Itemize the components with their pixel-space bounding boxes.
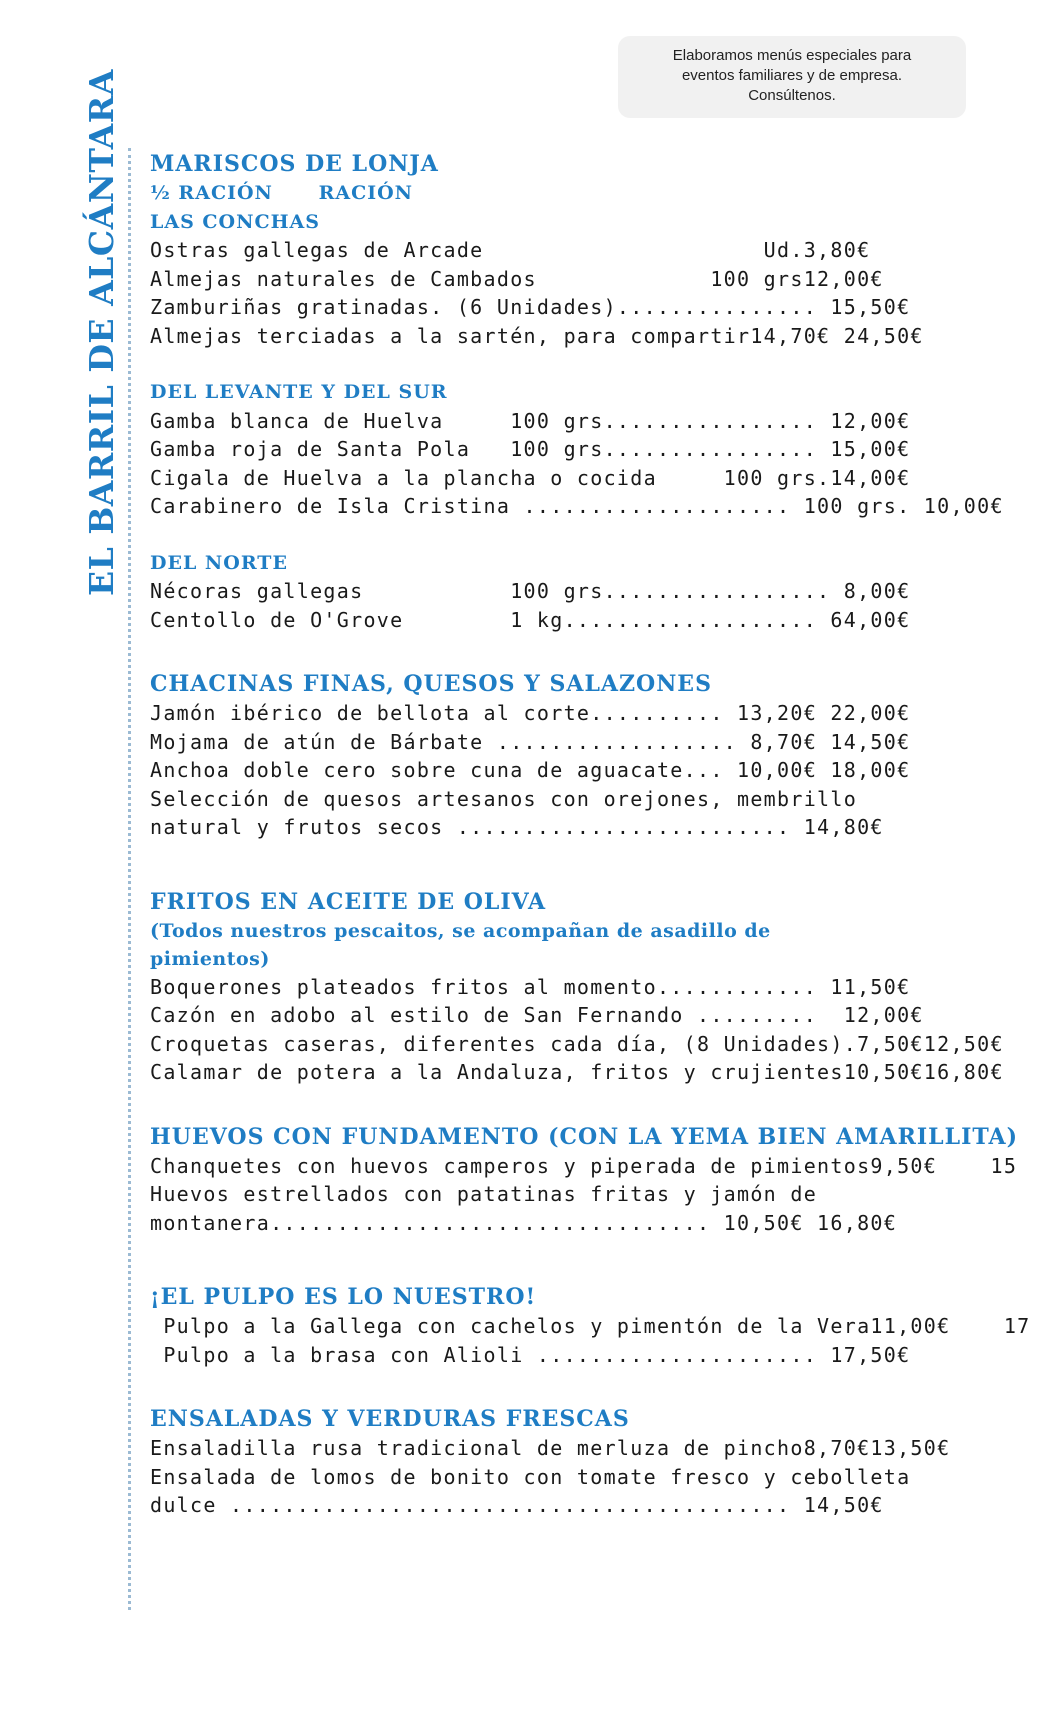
restaurant-name-vertical: EL BARRIL DE ALCÁNTARA — [82, 69, 121, 596]
menu-item: Pulpo a la brasa con Alioli ..................... 17,50€ — [150, 1342, 911, 1367]
menu-content — [150, 150, 1059, 1520]
section-mariscos — [150, 150, 1059, 634]
section-title-mariscos: MARISCOS DE LONJA — [150, 151, 439, 177]
menu-item: Gamba roja de Santa Pola 100 grs................ 15,00€ — [150, 437, 911, 461]
menu-item: Almejas terciadas a la sartén, para compartir14,70€ 24,50€ — [150, 323, 924, 348]
section-title-ensaladas: ENSALADAS Y VERDURAS FRESCAS — [150, 1406, 630, 1432]
menu-item: montanera................................. 10,50€ 16,80€ — [150, 1210, 898, 1235]
portion-headers: ½ RACIÓN RACIÓN — [150, 182, 414, 204]
section-pulpo — [150, 1283, 1059, 1369]
menu-item: natural y frutos secos ......................... 14,80€ — [150, 815, 884, 839]
menu-item: Carabinero de Isla Cristina .................... 100 grs. 10,00€ — [150, 494, 1004, 518]
menu-item: Centollo de O'Grove 1 kg................... 64,00€ — [150, 607, 911, 632]
menu-item: Mojama de atún de Bárbate .................. 8,70€ 14,50€ — [150, 729, 911, 754]
menu-item: Boquerones plateados fritos al momento............ 11,50€ — [150, 974, 911, 999]
section-title-chacinas: CHACINAS FINAS, QUESOS Y SALAZONES — [150, 671, 712, 697]
menu-item: Croquetas caseras, diferentes cada día, (8 Unidades).7,50€12,50€ — [150, 1031, 1004, 1056]
menu-item: Chanquetes con huevos camperos y piperada de pimientos9,50€ 15 — [150, 1153, 1018, 1178]
subsection-title-norte: DEL NORTE — [150, 551, 288, 574]
menu-item: Huevos estrellados con patatinas fritas y jamón de — [150, 1182, 818, 1206]
menu-item: Almejas naturales de Cambados 100 grs12,00€ — [150, 266, 884, 291]
subsection-title-conchas: LAS CONCHAS — [150, 210, 321, 233]
section-ensaladas — [150, 1405, 1059, 1520]
section-chacinas — [150, 670, 1059, 842]
notice-line-2: eventos familiares y de empresa. — [681, 67, 903, 84]
section-title-pulpo: ¡EL PULPO ES LO NUESTRO! — [150, 1284, 537, 1310]
menu-item: Ensaladilla rusa tradicional de merluza de pincho8,70€13,50€ — [150, 1436, 951, 1460]
notice-line-1: Elaboramos menús especiales para — [672, 47, 912, 64]
menu-item: Gamba blanca de Huelva 100 grs................ 12,00€ — [150, 408, 911, 433]
fritos-note-line-2: pimientos) — [150, 947, 270, 970]
menu-item: Anchoa doble cero sobre cuna de aguacate... 10,00€ 18,00€ — [150, 758, 911, 782]
notice-line-3: Consúltenos. — [748, 87, 836, 104]
section-title-fritos: FRITOS EN ACEITE DE OLIVA — [150, 888, 547, 915]
section-fritos — [150, 888, 1059, 1087]
section-huevos — [150, 1123, 1059, 1238]
menu-item: Jamón ibérico de bellota al corte.......... 13,20€ 22,00€ — [150, 701, 911, 725]
menu-item: Nécoras gallegas 100 grs................. 8,00€ — [150, 579, 911, 603]
menu-item: Cazón en adobo al estilo de San Fernando ......... 12,00€ — [150, 1003, 924, 1027]
menu-item: Ostras gallegas de Arcade Ud.3,80€ — [150, 238, 871, 262]
menu-item: Pulpo a la Gallega con cachelos y pimentón de la Vera11,00€ 17 — [150, 1314, 1031, 1338]
fritos-note-line-1: (Todos nuestros pescaitos, se acompañan de asadillo de — [150, 919, 771, 942]
section-title-huevos: HUEVOS CON FUNDAMENTO (CON LA YEMA BIEN AMARILLITA) — [150, 1123, 1019, 1150]
menu-item: Zamburiñas gratinadas. (6 Unidades)............... 15,50€ — [150, 295, 911, 319]
menu-item: Calamar de potera a la Andaluza, fritos y crujientes10,50€16,80€ — [150, 1060, 1004, 1084]
subsection-title-levante: DEL LEVANTE Y DEL SUR — [150, 381, 448, 403]
menu-item: Cigala de Huelva a la plancha o cocida 100 grs.14,00€ — [150, 465, 911, 490]
menu-item: Ensalada de lomos de bonito con tomate fresco y cebolleta — [150, 1464, 911, 1489]
events-notice-box — [618, 36, 966, 118]
dotted-divider — [128, 148, 131, 1610]
menu-item: Selección de quesos artesanos con orejones, membrillo — [150, 786, 858, 811]
menu-item: dulce .......................................... 14,50€ — [150, 1493, 884, 1517]
